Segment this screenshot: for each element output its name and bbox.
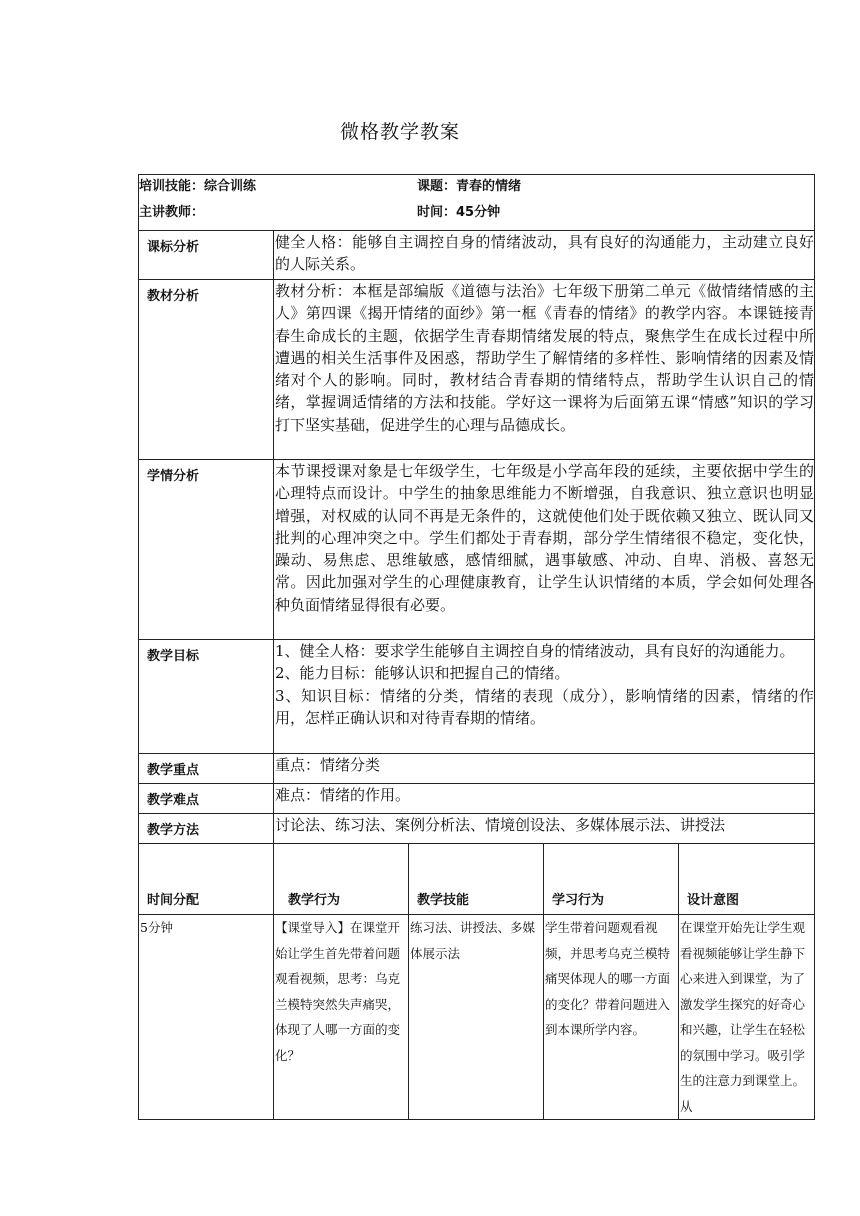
training-skill: 培训技能：综合训练 [139,179,257,194]
header-row [139,175,815,231]
row-label: 教学方法 [139,814,274,844]
learning-behavior: 学生带着问题观看视频，并思考乌克兰模特痛哭体现人的哪一方面的变化？带着问题进入到本课所学内容。 [544,915,679,1120]
row-label: 课标分析 [139,231,274,280]
row-label: 教学重点 [139,754,274,784]
teaching-skill: 练习法、讲授法、多媒体展示法 [409,915,544,1120]
row-difficult-point [139,784,815,814]
row-label: 教材分析 [139,280,274,460]
row-content: 重点：情绪分类 [274,754,815,784]
row-student-analysis [139,460,815,640]
objective-item: 3、知识目标：情绪的分类，情绪的表现（成分），影响情绪的因素，情绪的作用，怎样正确认识和对待青春期的情绪。 [275,686,815,727]
row-teaching-method [139,814,815,844]
schedule-row [139,915,815,1120]
teacher-name: 主讲教师： [139,205,205,220]
row-content: 难点：情绪的作用。 [274,784,815,814]
column-header-learning-behavior: 学习行为 [544,844,679,915]
time-allocation: 5分钟 [139,915,274,1120]
column-header-teaching-behavior: 教学行为 [274,844,409,915]
schedule-header-row [139,844,815,915]
row-label: 教学难点 [139,784,274,814]
row-content: 教材分析：本框是部编版《道德与法治》七年级下册第二单元《做情绪情感的主人》第四课《揭开情绪的面纱》第一框《青春的情绪》的教学内容。本课链接青春生命成长的主题，依据学生青春期情绪发展的特点，聚焦学生在成长过程中所遭遇的相关生活事件及困惑，帮助学生了解情绪的多样性、影响情绪的因素及情绪对个人的影响。同时，教材结合青春期的情绪特点，帮助学生认识自己的情绪，掌握调适情绪的方法和技能。学好这一课将为后面第五课“情感”知识的学习打下坚实基础，促进学生的心理与品德成长。 [274,280,815,460]
objective-item: 1、健全人格：要求学生能够自主调控自身的情绪波动，具有良好的沟通能力。 [275,642,795,660]
row-content: 本节课授课对象是七年级学生，七年级是小学高年段的延续，主要依据中学生的心理特点而设计。中学生的抽象思维能力不断增强，自我意识、独立意识也明显增强，对权威的认同不再是无条件的，这就使他们处于既依赖又独立、既认同又批判的心理冲突之中。学生们都处于青春期，部分学生情绪很不稳定，变化快，躁动、易焦虑、思维敏感，感情细腻，遇事敏感、冲动、自卑、消极、喜怒无常。因此加强对学生的心理健康教育，让学生认识情绪的本质，学会如何处理各种负面情绪显得很有必要。 [274,460,815,640]
lesson-plan-table [138,174,815,1120]
column-header-teaching-skill: 教学技能 [409,844,544,915]
row-curriculum-standard [139,231,815,280]
row-textbook-analysis [139,280,815,460]
row-key-point [139,754,815,784]
lesson-duration: 时间：45分钟 [417,205,501,220]
row-teaching-objectives [139,640,815,754]
row-label: 学情分析 [139,460,274,640]
objective-item: 2、能力目标：能够认识和把握自己的情绪。 [275,664,570,683]
lesson-topic: 课题：青春的情绪 [417,179,522,194]
row-content: 健全人格：能够自主调控自身的情绪波动，具有良好的沟通能力，主动建立良好的人际关系。 [274,231,815,280]
row-content: 讨论法、练习法、案例分析法、情境创设法、多媒体展示法、讲授法 [274,814,815,844]
row-content [274,640,815,754]
column-header-design-intent: 设计意图 [679,844,815,915]
column-header-time: 时间分配 [139,844,274,915]
teaching-behavior: 【课堂导入】在课堂开始让学生首先带着问题观看视频，思考：乌克兰模特突然失声痛哭，体现了人哪一方面的变化？ [274,915,409,1120]
document-title: 微格教学教案 [339,121,460,143]
row-label: 教学目标 [139,640,274,754]
design-intent: 在课堂开始先让学生观看视频能够让学生静下心来进入到课堂，为了激发学生探究的好奇心和兴趣，让学生在轻松的氛围中学习。吸引学生的注意力到课堂上。从 [679,915,815,1120]
